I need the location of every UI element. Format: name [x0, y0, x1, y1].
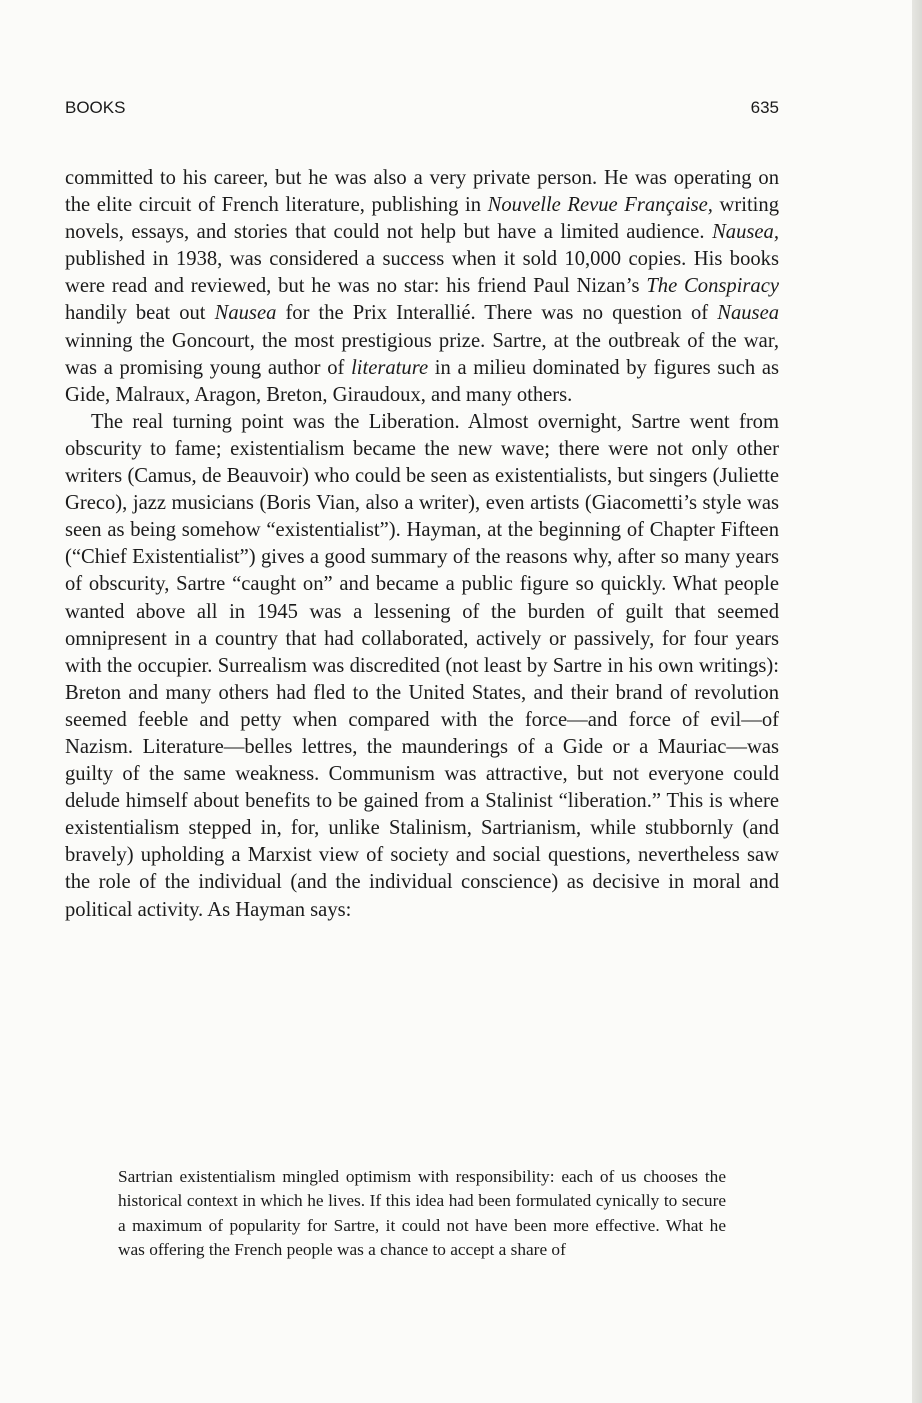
- block-quote-text: Sartrian existentialism mingled optimism with responsibility: each of us chooses the historical context in which he lives. If this idea had been formulated cynically to secure a maximum of popularity for Sartre, it could not have been more effective. What he was offering the French people was a chance to accept a share of: [118, 1167, 726, 1259]
- page-edge-shadow: [912, 0, 922, 1403]
- paragraph-2: [65, 409, 779, 924]
- text-run: handily beat out: [65, 302, 215, 325]
- block-quote: [118, 1165, 726, 1262]
- italic-title: The Conspiracy: [646, 275, 780, 298]
- italic-title: Nouvelle Revue Française,: [487, 194, 713, 217]
- italic-title: Nausea,: [712, 221, 779, 244]
- italic-title: literature: [351, 356, 429, 379]
- page-number: 635: [750, 98, 779, 117]
- paragraph-1: [65, 165, 779, 409]
- text-run: winning the Goncourt, the most prestigious prize. Sartre, at the outbreak of the war, was a promising young author of: [65, 329, 779, 379]
- text-run: writing novels, essays, and stories that could not help but have a limited audience.: [65, 194, 779, 244]
- text-run: committed to his career, but he was also a very private person. He was operating on the elite circuit of French literature, publishing in: [65, 167, 779, 217]
- text-run: for the Prix Interallié. There was no question of: [276, 302, 718, 325]
- body-text: [65, 165, 779, 924]
- text-run: in a milieu dominated by figures such as Gide, Malraux, Aragon, Breton, Giraudoux, and many others.: [65, 356, 779, 406]
- running-title: BOOKS: [65, 98, 126, 117]
- page-header: [65, 98, 779, 124]
- italic-title: Nausea: [214, 302, 277, 325]
- italic-title: Nausea: [717, 302, 779, 325]
- text-run: published in 1938, was considered a success when it sold 10,000 copies. His books were read and reviewed, but he was no star: his friend Paul Nizan’s: [65, 248, 779, 298]
- text-run: The real turning point was the Liberation. Almost overnight, Sartre went from obscurity to fame; existentialism became the new wave; there were not only other writers (Camus, de Beauvoir) who could be seen as existentialists, but singers (Juliette Greco), jazz musicians (Boris Vian, also a writer), even artists (Giacometti’s style was seen as being somehow “existentialist”). Hayman, at the beginning of Chapter Fifteen (“Chief Existentialist”) gives a good summary of the reasons why, after so many years of obscurity, Sartre “caught on” and became a public figure so quickly. What people wanted above all in 1945 was a lessening of the burden of guilt that seemed omnipresent in a country that had collaborated, actively or passively, for four years with the occupier. Surrealism was discredited (not least by Sartre in his own writings): Breton and many others had fled to the United States, and their brand of revolution seemed feeble and petty when compared with the force—and force of evil—of Nazism. Literature—belles lettres, the maunderings of a Gide or a Mauriac—was guilty of the same weakness. Communism was attractive, but not everyone could delude himself about benefits to be gained from a Stalinist “liberation.” This is where existentialism stepped in, for, unlike Stalinism, Sartrianism, while stubbornly (and bravely) upholding a Marxist view of society and social questions, nevertheless saw the role of the individual (and the individual conscience) as decisive in moral and political activity. As Hayman says:: [65, 410, 779, 921]
